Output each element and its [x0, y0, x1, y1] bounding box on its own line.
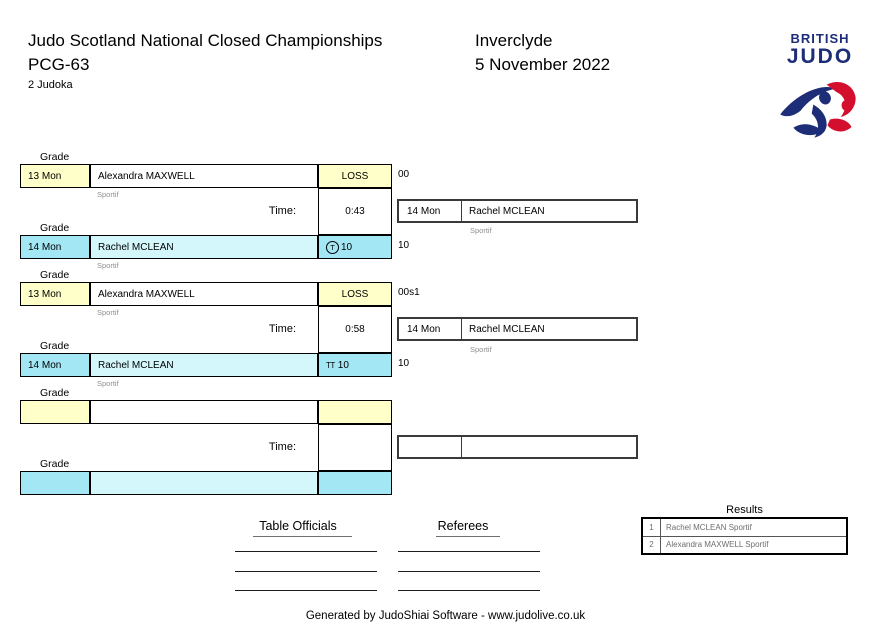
ippon-symbol-icon: T	[326, 241, 339, 254]
score-annotation: 10	[398, 240, 410, 251]
competitor-name-cell	[90, 471, 318, 495]
winner-grade-cell: 14 Mon	[399, 319, 462, 339]
competitor-name-cell: Rachel MCLEAN	[90, 353, 318, 377]
grade-label: Grade	[40, 269, 70, 281]
club-label: Sportif	[97, 379, 119, 388]
results-row	[643, 519, 846, 536]
signature-line	[235, 590, 377, 591]
competitor-grade-cell: 14 Mon	[20, 235, 90, 259]
signature-line	[398, 551, 540, 552]
grade-label: Grade	[40, 151, 70, 163]
match-result-cell: LOSS	[318, 164, 392, 188]
club-label: Sportif	[97, 308, 119, 317]
grade-label: Grade	[40, 458, 70, 470]
competitor-grade-cell	[20, 471, 90, 495]
signature-line	[398, 571, 540, 572]
winner-name-cell	[462, 437, 636, 457]
winner-grade-cell: 14 Mon	[399, 201, 462, 221]
winner-grade-cell	[399, 437, 462, 457]
competitor-name-cell: Alexandra MAXWELL	[90, 164, 318, 188]
winner-name-cell: Rachel MCLEAN	[469, 205, 545, 217]
winner-name-cell: Rachel MCLEAN	[469, 323, 545, 335]
results-row	[643, 536, 846, 554]
winner-box	[397, 199, 638, 223]
result-name: Alexandra MAXWELL Sportif	[666, 540, 769, 550]
club-label: Sportif	[97, 261, 119, 270]
signature-line	[398, 590, 540, 591]
club-label: Sportif	[470, 226, 492, 235]
category-title: PCG-63	[28, 55, 90, 74]
judoka-figures-icon	[778, 73, 862, 141]
match-result-cell	[318, 235, 392, 259]
match-result-cell	[318, 400, 392, 424]
club-label: Sportif	[470, 345, 492, 354]
grade-label: Grade	[40, 340, 70, 352]
generator-credit: Generated by JudoShiai Software - www.judolive.co.uk	[305, 610, 586, 622]
time-label: Time:	[268, 205, 296, 217]
table-officials-heading: Table Officials	[259, 519, 337, 533]
competitor-name-cell: Rachel MCLEAN	[90, 235, 318, 259]
waza-ari-symbol-icon: TT	[326, 360, 335, 370]
signature-line	[235, 571, 377, 572]
winner-box	[397, 435, 638, 459]
logo-text-judo: JUDO	[786, 45, 854, 68]
competitor-grade-cell: 13 Mon	[20, 282, 90, 306]
referees-heading: Referees	[437, 519, 489, 533]
result-name: Rachel MCLEAN Sportif	[666, 522, 752, 532]
competitor-name-cell	[90, 400, 318, 424]
grade-label: Grade	[40, 222, 70, 234]
signature-line	[235, 551, 377, 552]
score-annotation: 00s1	[398, 287, 420, 298]
result-position: 1	[643, 519, 661, 536]
match-time-cell: 0:58	[318, 306, 392, 353]
winner-box	[397, 317, 638, 341]
grade-label: Grade	[40, 387, 70, 399]
club-label: Sportif	[97, 190, 119, 199]
time-label: Time:	[268, 323, 296, 335]
match-result-cell	[318, 471, 392, 495]
british-judo-logo	[776, 32, 864, 145]
match-result-cell: LOSS	[318, 282, 392, 306]
score-annotation: 10	[398, 358, 410, 369]
result-position: 2	[643, 537, 661, 554]
event-venue: Inverclyde	[475, 31, 553, 50]
competitor-grade-cell: 14 Mon	[20, 353, 90, 377]
match-time-cell	[318, 424, 392, 471]
score-points: 10	[341, 241, 353, 253]
competitor-name-cell: Alexandra MAXWELL	[90, 282, 318, 306]
match-time-cell: 0:43	[318, 188, 392, 235]
score-annotation: 00	[398, 169, 410, 180]
heading-underline	[253, 536, 352, 537]
heading-underline	[436, 536, 500, 537]
judoka-count: 2 Judoka	[28, 79, 73, 91]
time-label: Time:	[268, 441, 296, 453]
results-table	[641, 517, 848, 555]
competitor-grade-cell	[20, 400, 90, 424]
event-date: 5 November 2022	[475, 55, 611, 74]
logo-text-british: BRITISH	[790, 31, 850, 46]
score-points: 10	[337, 359, 349, 371]
results-title: Results	[726, 504, 763, 516]
event-title: Judo Scotland National Closed Championships	[28, 31, 383, 50]
competitor-grade-cell: 13 Mon	[20, 164, 90, 188]
match-result-cell	[318, 353, 392, 377]
